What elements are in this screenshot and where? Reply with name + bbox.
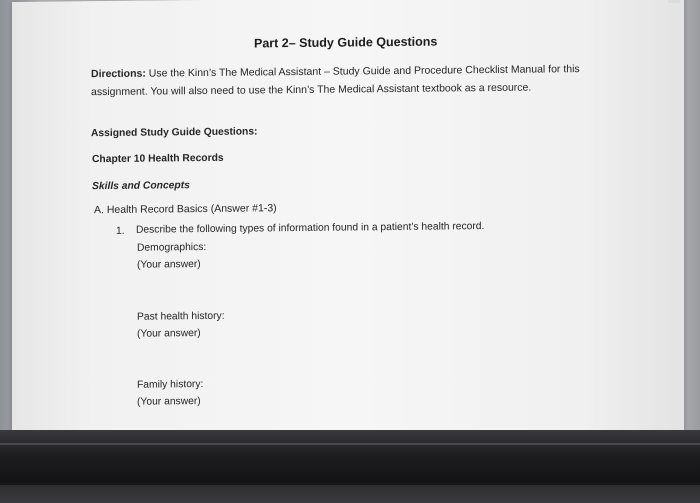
field-past-health-history (137, 308, 225, 343)
assigned-heading: Assigned Study Guide Questions: (91, 126, 258, 140)
chapter-heading: Chapter 10 Health Records (92, 152, 224, 166)
field-label: Demographics: (137, 241, 207, 254)
document-page (12, 0, 684, 440)
page-title: Part 2– Study Guide Questions (254, 34, 438, 51)
field-label: Past health history: (137, 310, 225, 323)
field-label: Family history: (137, 378, 204, 391)
desk-surface (0, 485, 700, 503)
answer-placeholder[interactable]: (Your answer) (137, 259, 201, 271)
bezel-edge (0, 443, 700, 445)
skills-heading: Skills and Concepts (92, 180, 190, 193)
answer-placeholder[interactable]: (Your answer) (137, 396, 201, 408)
document-content (12, 0, 684, 440)
directions-paragraph (91, 60, 596, 101)
section-heading: A. Health Record Basics (Answer #1-3) (94, 202, 277, 217)
question-text: Describe the following types of information found in a patient’s health record. (136, 221, 485, 236)
directions-lead: Directions: (91, 67, 149, 81)
field-family-history (137, 376, 203, 411)
question-number: 1. (116, 225, 125, 237)
directions-text: Use the Kinn’s The Medical Assistant – Study Guide and Procedure Checklist Manual for this assignment. You will also need to use the Kinn’s The Medical Assistant textbook as a resource. (91, 63, 580, 99)
field-demographics (137, 239, 206, 274)
answer-placeholder[interactable]: (Your answer) (137, 328, 201, 340)
